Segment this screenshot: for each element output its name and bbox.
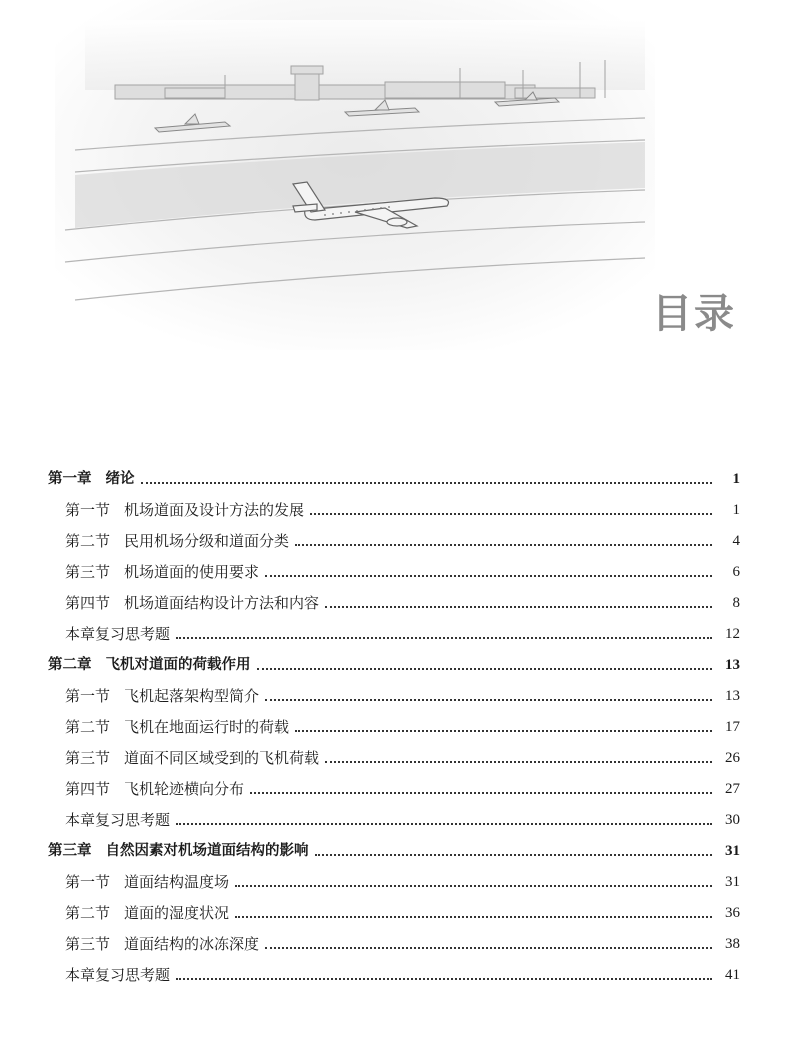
toc-entry-label — [65, 717, 289, 737]
dot-leader — [295, 730, 712, 732]
toc-entry-title: 本章复习思考题 — [65, 966, 171, 984]
toc-page-number: 17 — [725, 719, 740, 735]
toc-entry-title: 飞机轮迹横向分布 — [124, 780, 245, 798]
toc-entry-title: 机场道面的使用要求 — [124, 563, 260, 581]
toc-entry-title: 机场道面及设计方法的发展 — [124, 501, 305, 519]
dot-leader — [176, 978, 712, 980]
toc-page-number: 31 — [725, 874, 740, 890]
toc-section-row[interactable] — [48, 679, 740, 710]
toc-entry-title: 机场道面结构设计方法和内容 — [124, 594, 320, 612]
toc-entry-label — [65, 624, 170, 644]
dot-leader — [325, 761, 712, 763]
toc-entry-title: 自然因素对机场道面结构的影响 — [105, 843, 309, 859]
toc-page-number: 38 — [725, 936, 740, 952]
dot-leader — [265, 575, 712, 577]
dot-leader — [310, 513, 712, 515]
toc-page-number: 26 — [725, 750, 740, 766]
toc-entry-title: 本章复习思考题 — [65, 625, 171, 643]
toc-entry-title: 道面的湿度状况 — [124, 904, 230, 922]
toc-entry-label — [48, 655, 251, 675]
toc-entry-title: 本章复习思考题 — [65, 811, 171, 829]
dot-leader — [176, 637, 712, 639]
toc-section-row[interactable] — [48, 493, 740, 524]
toc-entry-label — [65, 779, 244, 799]
toc-section-row[interactable] — [48, 586, 740, 617]
airport-runway-sketch — [55, 0, 655, 350]
toc-section-row[interactable] — [48, 896, 740, 927]
toc-title: 目录 — [652, 291, 736, 337]
toc-entry-number: 第三章 — [48, 843, 92, 859]
toc-page-number: 27 — [725, 781, 740, 797]
toc-entry-label — [65, 965, 170, 985]
toc-entry-title: 民用机场分级和道面分类 — [124, 532, 290, 550]
airport-runway-sketch-icon — [55, 0, 655, 350]
toc-section-row[interactable] — [48, 555, 740, 586]
toc-review-row[interactable] — [48, 803, 740, 834]
toc-entry-label — [48, 469, 135, 489]
dot-leader — [265, 947, 712, 949]
toc-page-number: 1 — [732, 502, 740, 518]
toc-entry-title: 道面结构温度场 — [124, 873, 230, 891]
toc-page-number: 6 — [732, 564, 740, 580]
dot-leader — [176, 823, 712, 825]
toc-entry-number: 第二节 — [65, 532, 111, 550]
dot-leader — [235, 916, 712, 918]
toc-entry-label — [65, 562, 259, 582]
toc-entry-label — [65, 748, 319, 768]
toc-entry-label — [65, 872, 229, 892]
toc-section-row[interactable] — [48, 772, 740, 803]
table-of-contents — [48, 462, 740, 989]
toc-page-number: 4 — [732, 533, 740, 549]
toc-chapter-row[interactable] — [48, 834, 740, 865]
toc-chapter-row[interactable] — [48, 462, 740, 493]
toc-entry-number: 第四节 — [65, 780, 111, 798]
toc-entry-label — [65, 531, 289, 551]
toc-page-number: 41 — [725, 967, 740, 983]
toc-page-number: 30 — [725, 812, 740, 828]
toc-entry-number: 第三节 — [65, 935, 111, 953]
toc-entry-title: 道面不同区域受到的飞机荷载 — [124, 749, 320, 767]
toc-page-number: 13 — [725, 657, 740, 673]
toc-entry-number: 第一章 — [48, 471, 92, 487]
toc-entry-number: 第一节 — [65, 501, 111, 519]
toc-page-number: 1 — [732, 471, 740, 487]
toc-entry-label — [65, 810, 170, 830]
toc-section-row[interactable] — [48, 865, 740, 896]
toc-entry-label — [65, 903, 229, 923]
toc-entry-number: 第三节 — [65, 563, 111, 581]
toc-entry-number: 第一节 — [65, 873, 111, 891]
dot-leader — [141, 482, 713, 484]
dot-leader — [265, 699, 712, 701]
toc-entry-title: 飞机起落架构型简介 — [124, 687, 260, 705]
toc-entry-label — [65, 500, 304, 520]
toc-review-row[interactable] — [48, 617, 740, 648]
toc-chapter-row[interactable] — [48, 648, 740, 679]
toc-entry-label — [65, 593, 319, 613]
toc-section-row[interactable] — [48, 927, 740, 958]
toc-section-row[interactable] — [48, 710, 740, 741]
toc-page-number: 36 — [725, 905, 740, 921]
toc-entry-title: 飞机对道面的荷载作用 — [105, 657, 251, 673]
dot-leader — [235, 885, 712, 887]
toc-entry-number: 第二节 — [65, 904, 111, 922]
dot-leader — [257, 668, 713, 670]
toc-entry-title: 绪论 — [105, 471, 135, 487]
toc-entry-title: 道面结构的冰冻深度 — [124, 935, 260, 953]
toc-page-number: 31 — [725, 843, 740, 859]
dot-leader — [250, 792, 712, 794]
toc-entry-title: 飞机在地面运行时的荷载 — [124, 718, 290, 736]
toc-entry-label — [48, 841, 309, 861]
toc-entry-label — [65, 934, 259, 954]
toc-page-number: 8 — [732, 595, 740, 611]
toc-section-row[interactable] — [48, 524, 740, 555]
toc-entry-label — [65, 686, 259, 706]
toc-entry-number: 第二节 — [65, 718, 111, 736]
toc-page-number: 13 — [725, 688, 740, 704]
toc-section-row[interactable] — [48, 741, 740, 772]
dot-leader — [325, 606, 712, 608]
toc-entry-number: 第一节 — [65, 687, 111, 705]
toc-page-number: 12 — [725, 626, 740, 642]
dot-leader — [315, 854, 713, 856]
toc-entry-number: 第二章 — [48, 657, 92, 673]
toc-review-row[interactable] — [48, 958, 740, 989]
toc-entry-number: 第三节 — [65, 749, 111, 767]
dot-leader — [295, 544, 712, 546]
toc-entry-number: 第四节 — [65, 594, 111, 612]
